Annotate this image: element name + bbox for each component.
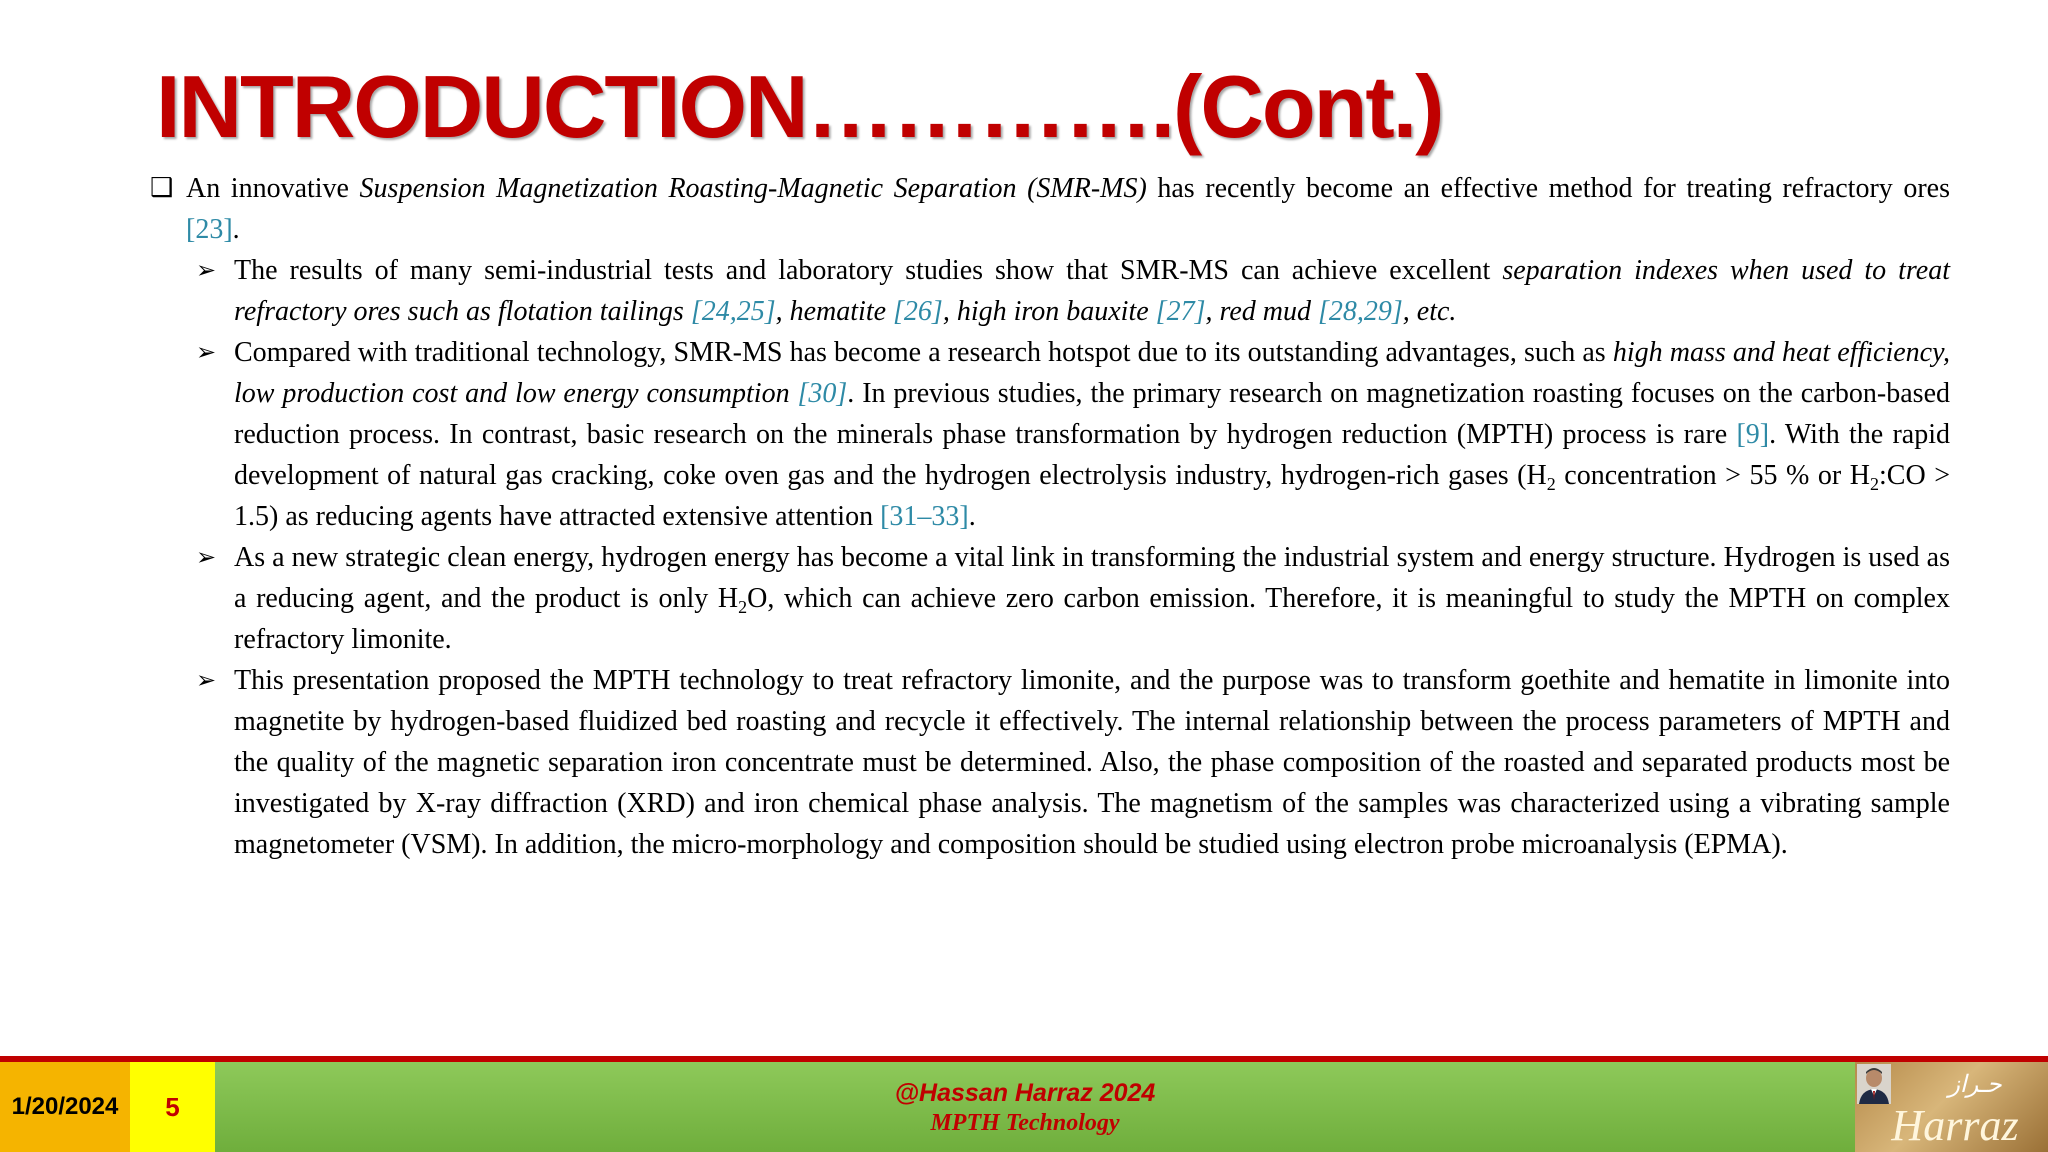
text-run: has recently become an effective method for treating refractory ores xyxy=(1146,173,1950,204)
emphasis-text: , high iron bauxite xyxy=(942,296,1156,327)
text-run: An innovative xyxy=(186,173,360,204)
subscript: 2 xyxy=(738,597,748,617)
footer-date: 1/20/2024 xyxy=(0,1062,130,1152)
text-run: The results of many semi-industrial tests and laboratory studies show that SMR-MS can achieve excellent xyxy=(234,255,1503,286)
sub-bullet-presentation xyxy=(150,660,1950,865)
bullet-main xyxy=(150,168,1950,250)
square-bullet-icon: ❑ xyxy=(150,173,174,203)
credit-topic: MPTH Technology xyxy=(930,1110,1120,1136)
slide-number: 5 xyxy=(130,1062,215,1152)
text-run: . With the rapid development of natural gas cracking, coke oven gas and the hydrogen electrolysis industry, hydrogen-rich gases (H xyxy=(234,419,1950,491)
text-run: As a new strategic clean energy, hydrogen energy has become a vital link in transforming the industrial system and energy structure. Hydrogen is used as a reducing agent, and the product is only H xyxy=(234,542,1950,614)
footer-bar xyxy=(0,1062,2048,1152)
reference-link[interactable]: [30] xyxy=(797,378,848,409)
text-run: . xyxy=(232,214,240,245)
logo-latin-text: Harraz xyxy=(1891,1101,2019,1150)
reference-link[interactable]: [24,25] xyxy=(690,296,776,327)
arrow-bullet-icon: ➢ xyxy=(196,666,217,694)
reference-link[interactable]: [28,29] xyxy=(1317,296,1403,327)
text-run: Compared with traditional technology, SMR-MS has become a research hotspot due to its outstanding advantages, such as xyxy=(234,337,1613,368)
credit-author: @Hassan Harraz 2024 xyxy=(894,1079,1156,1107)
logo-lettering xyxy=(1855,1062,2048,1152)
text-run: O, which can achieve zero carbon emission. Therefore, it is meaningful to study the MPTH on complex refractory limonite. xyxy=(234,583,1950,655)
emphasis-text: Suspension Magnetization Roasting-Magnetic Separation (SMR-MS) xyxy=(359,173,1147,204)
subscript: 2 xyxy=(1546,474,1556,494)
arrow-bullet-icon: ➢ xyxy=(196,543,217,571)
text-run: . xyxy=(968,501,976,532)
text-run: . In previous studies, the primary research on magnetization roasting focuses on the carbon-based reduction process. In contrast, basic research on the minerals phase transformation by hydrogen reduction (MPTH) process is rare xyxy=(234,378,1950,450)
text-run: :CO > 1.5) as reducing agents have attracted extensive attention xyxy=(234,460,1951,532)
text-run: This presentation proposed the MPTH technology to treat refractory limonite, and the purpose was to transform goethite and hematite in limonite into magnetite by hydrogen-based fluidized bed roasting and recycle it effectively. The internal relationship between the process parameters of MPTH and the quality of the magnetic separation iron concentrate must be determined. Also, the phase composition of the roasted and separated products most be investigated by X-ray diffraction (XRD) and iron chemical phase analysis. The magnetism of the samples was characterized using a vibrating sample magnetometer (VSM). In addition, the micro-morphology and composition should be studied using electron probe microanalysis (EPMA). xyxy=(234,665,1950,860)
harraz-logo xyxy=(1855,1062,2048,1152)
sub-bullet-results xyxy=(150,250,1950,332)
reference-link[interactable]: [26] xyxy=(893,296,943,327)
slide-body xyxy=(150,168,1950,865)
emphasis-text: separation indexes when used to treat refractory ores such as flotation tailings xyxy=(234,255,1950,327)
reference-link[interactable]: [9] xyxy=(1736,419,1770,450)
slide-title: INTRODUCTION………….(Cont.) xyxy=(156,57,1443,156)
text-run: concentration > 55 % or H xyxy=(1555,460,1870,491)
reference-link[interactable]: [23] xyxy=(186,214,233,245)
sub-bullet-hydrogen xyxy=(150,537,1950,660)
emphasis-text: high mass and heat efficiency, low production cost and low energy consumption xyxy=(234,337,1950,409)
reference-link[interactable]: [31–33] xyxy=(880,501,969,532)
arrow-bullet-icon: ➢ xyxy=(196,256,217,284)
reference-link[interactable]: [27] xyxy=(1155,296,1206,327)
emphasis-text: , red mud xyxy=(1205,296,1318,327)
emphasis-text: , etc. xyxy=(1402,296,1457,327)
sub-bullet-comparison xyxy=(150,332,1950,537)
emphasis-text: , hematite xyxy=(775,296,894,327)
subscript: 2 xyxy=(1870,474,1879,494)
logo-arabic-text: حـراز xyxy=(1948,1070,2002,1098)
arrow-bullet-icon: ➢ xyxy=(196,338,217,366)
footer-credit xyxy=(860,1078,1190,1138)
